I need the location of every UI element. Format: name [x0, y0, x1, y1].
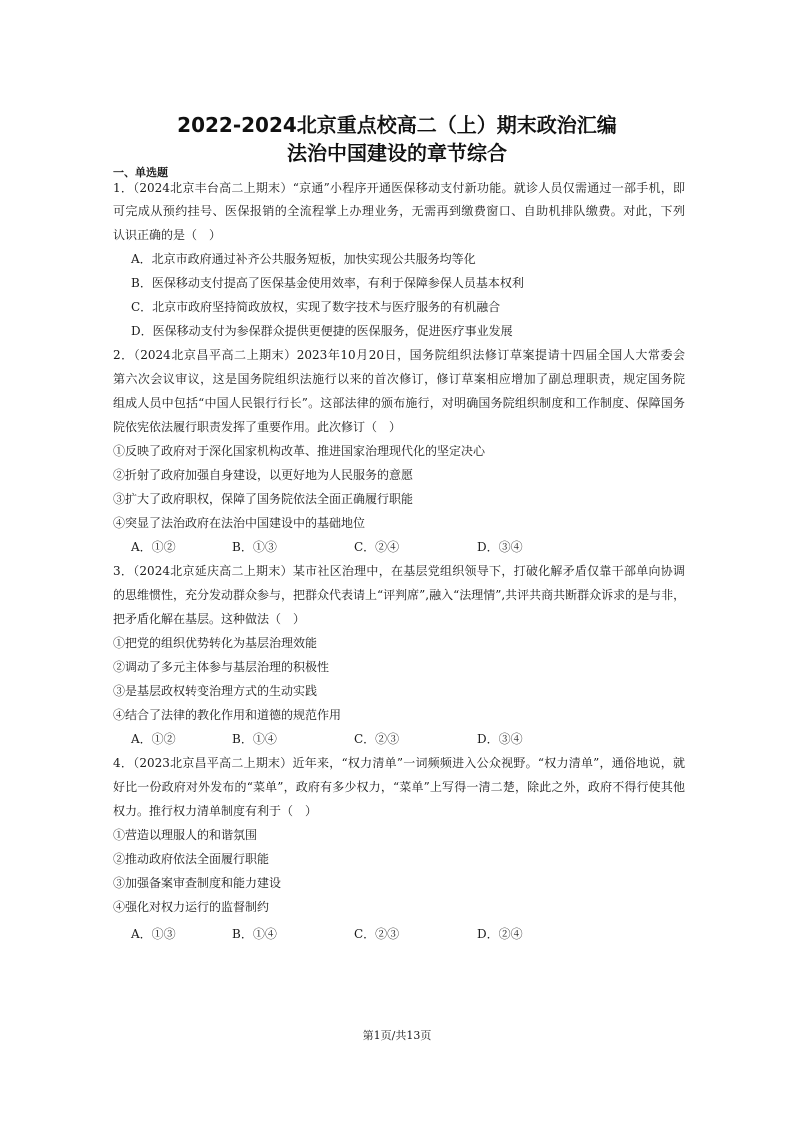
q4-stem-line3: 权力。推行权力清单制度有利于（ ） [113, 804, 318, 818]
q4-statement-4: ④强化对权力运行的监督制约 [113, 900, 270, 914]
section-heading: 一、单选题 [113, 166, 168, 179]
q4-stem-line1: 4．（2023北京昌平高二上期末）近年来，“权力清单”一词频频进入公众视野。“权力清单”，通俗地说，就 [113, 756, 685, 770]
q3-statement-3: ③是基层政权转变治理方式的生动实践 [113, 684, 318, 698]
q4-statement-2: ②推动政府依法全面履行职能 [113, 852, 270, 866]
q4-statement-3: ③加强备案审查制度和能力建设 [113, 876, 282, 890]
q2-statement-3: ③扩大了政府职权，保障了国务院依法全面正确履行职能 [113, 492, 414, 506]
q4-choice-c: C．②③ [354, 927, 400, 941]
q2-stem-line1: 2．（2024北京昌平高二上期末）2023年10月20日，国务院组织法修订草案提请十四届全国人大常委会 [113, 348, 685, 362]
page-number: 第1页/共13页 [362, 1029, 432, 1042]
q1-stem-line3: 认识正确的是（ ） [113, 228, 222, 242]
q4-choice-a: A．①③ [131, 927, 176, 941]
q3-choice-c: C．②③ [354, 732, 400, 746]
q4-statement-1: ①营造以理服人的和谐氛围 [113, 828, 258, 842]
document-title: 2022-2024北京重点校高二（上）期末政治汇编 [177, 113, 617, 137]
q1-option-c: C．北京市政府坚持简政放权，实现了数字技术与医疗服务的有机融合 [131, 300, 501, 314]
q2-choice-d: D．③④ [477, 540, 523, 554]
q2-choice-a: A．①② [131, 540, 176, 554]
q3-choice-b: B．①④ [232, 732, 277, 746]
q2-stem-line2: 第六次会议审议，这是国务院组织法施行以来的首次修订，修订草案相应增加了副总理职责，规定国务院 [113, 372, 685, 386]
q2-stem-line4: 院依宪依法履行职责发挥了重要作用。此次修订（ ） [113, 420, 402, 434]
q3-statement-4: ④结合了法律的教化作用和道德的规范作用 [113, 708, 342, 722]
q3-choice-a: A．①② [131, 732, 176, 746]
q3-stem-line3: 把矛盾化解在基层。这种做法（ ） [113, 612, 306, 626]
q3-statement-2: ②调动了多元主体参与基层治理的积极性 [113, 660, 330, 674]
q4-choice-b: B．①④ [232, 927, 277, 941]
q1-stem-line2: 可完成从预约挂号、医保报销的全流程掌上办理业务，无需再到缴费窗口、自助机排队缴费。对此，下列 [113, 204, 685, 218]
q1-option-a: A．北京市政府通过补齐公共服务短板，加快实现公共服务均等化 [131, 252, 476, 266]
q2-stem-line3: 组成人员中包括“中国人民银行行长”。这部法律的颁布施行，对明确国务院组织制度和工作制度、保障国务 [113, 396, 685, 410]
document-subtitle: 法治中国建设的章节综合 [287, 141, 507, 165]
q1-option-b: B．医保移动支付提高了医保基金使用效率，有利于保障参保人员基本权利 [131, 276, 524, 290]
q3-stem-line2: 的思维惯性，充分发动群众参与，把群众代表请上“评判席”,融入“法理情”,共评共商共断群众诉求的是与非， [113, 588, 686, 602]
q2-statement-1: ①反映了政府对于深化国家机构改革、推进国家治理现代化的坚定决心 [113, 444, 486, 458]
q2-statement-2: ②折射了政府加强自身建设，以更好地为人民服务的意愿 [113, 468, 414, 482]
q3-stem-line1: 3．（2024北京延庆高二上期末）某市社区治理中，在基层党组织领导下，打破化解矛盾仅靠干部单向协调 [113, 564, 685, 578]
q2-statement-4: ④突显了法治政府在法治中国建设中的基础地位 [113, 516, 366, 530]
q3-choice-d: D．③④ [477, 732, 523, 746]
q3-statement-1: ①把党的组织优势转化为基层治理效能 [113, 636, 318, 650]
q2-choice-c: C．②④ [354, 540, 400, 554]
q1-option-d: D．医保移动支付为参保群众提供更便捷的医保服务，促进医疗事业发展 [131, 324, 513, 338]
q1-stem-line1: 1．（2024北京丰台高二上期末）“京通”小程序开通医保移动支付新功能。就诊人员仅需通过一部手机，即 [113, 181, 685, 195]
q2-choice-b: B．①③ [232, 540, 277, 554]
q4-stem-line2: 好比一份政府对外发布的“菜单”，政府有多少权力，“菜单”上写得一清二楚，除此之外，政府不得行使其他 [113, 780, 685, 794]
q4-choice-d: D．②④ [477, 927, 523, 941]
